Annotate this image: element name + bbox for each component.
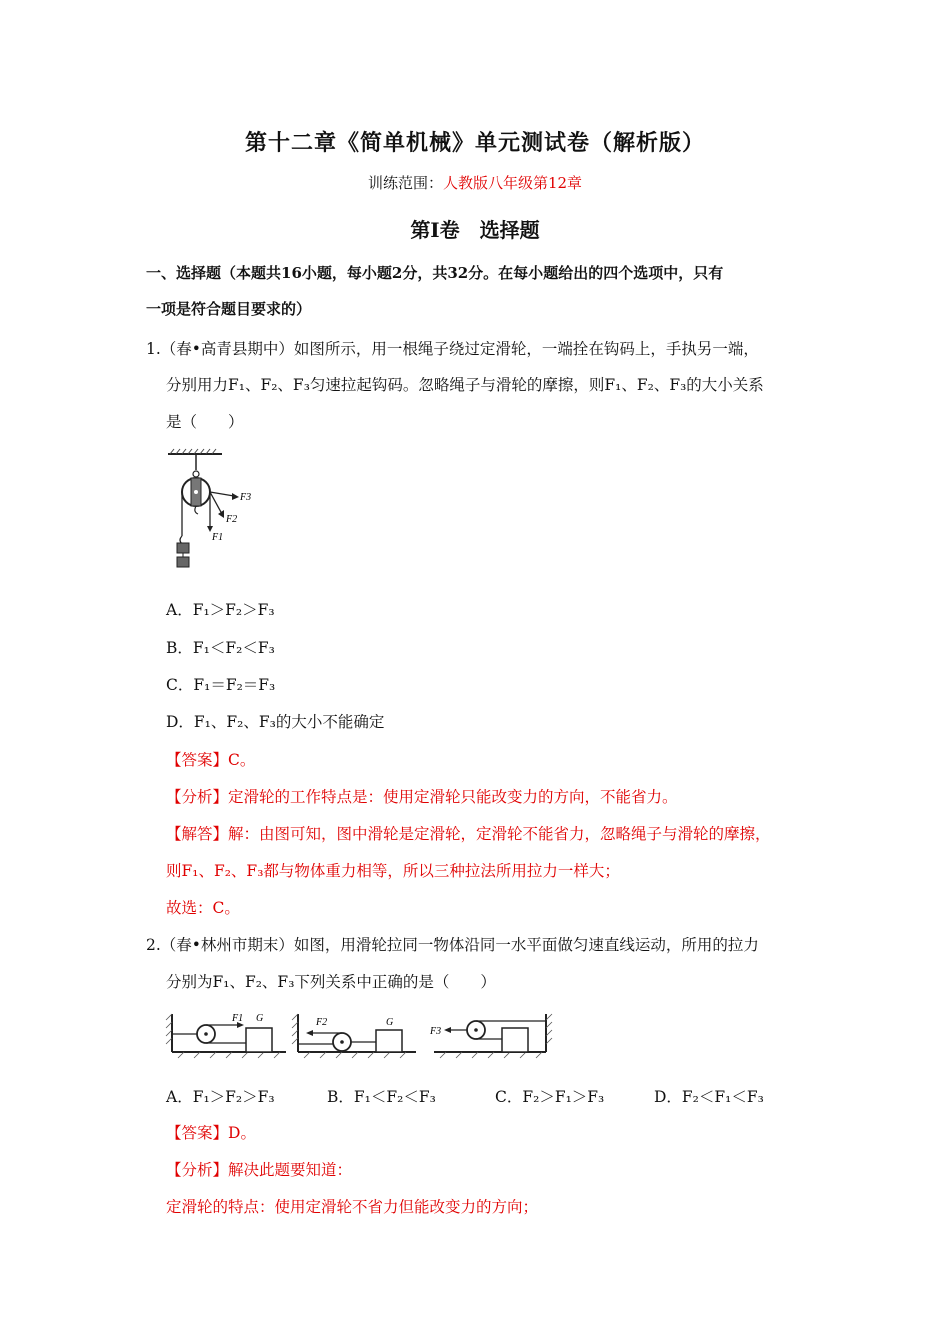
label-f1: F1: [212, 532, 224, 543]
label-f2: F2: [226, 514, 238, 525]
q2-answer-value: D。: [228, 1124, 256, 1142]
q1-answer: [166, 748, 255, 770]
fig1-label-f1: F1: [232, 1013, 244, 1024]
q1-solution-line3: 故选：C。: [166, 899, 240, 917]
fig3-label-f3: F3: [430, 1026, 442, 1037]
hook-ring: [193, 471, 199, 477]
label-f3: F3: [240, 492, 252, 503]
q1-solution-tag: 【解答】: [166, 825, 229, 843]
q2-answer-tag: 【答案】: [166, 1124, 229, 1142]
section-title: 第Ⅰ卷 选择题: [410, 218, 540, 242]
q2-note: 定滑轮的特点：使用定滑轮不省力但能改变力的方向；: [166, 1198, 539, 1216]
scope-label: 训练范围：: [367, 174, 443, 192]
pulley-axle: [194, 490, 198, 494]
figure-1: [166, 1013, 286, 1058]
q1-option-a: A．F₁＞F₂＞F₃: [166, 601, 275, 619]
part-instructions-line2: 一项是符合题目要求的）: [146, 300, 312, 318]
q2-analysis-tag: 【分析】: [166, 1161, 229, 1179]
figure-3: [429, 1014, 552, 1058]
q1-answer-tag: 【答案】: [166, 751, 229, 769]
weight-lower: [177, 557, 189, 567]
q2-option-b: B．F₁＜F₂＜F₃: [327, 1088, 436, 1106]
scope-value: 人教版八年级第12章: [442, 174, 583, 192]
pulley-bottom-hook: [195, 506, 198, 514]
part-instructions-line1: 一、选择题（本题共16小题，每小题2分，共32分。在每小题给出的四个选项中，只有: [146, 264, 724, 282]
figure-2: [292, 1014, 416, 1058]
force-f3-arrow: [210, 492, 234, 496]
q1-option-d: D．F₁、F₂、F₃的大小不能确定: [166, 713, 385, 731]
q1-option-c: C．F₁＝F₂＝F₃: [166, 676, 276, 694]
q2-stem-line2: 分别为F₁、F₂、F₃下列关系中正确的是（ ）: [166, 973, 496, 991]
q1-solution-text: 解：由图可知，图中滑轮是定滑轮，定滑轮不能省力，忽略绳子与滑轮的摩擦，: [228, 825, 771, 843]
q1-solution-line1: [166, 822, 771, 844]
q2-option-a: A．F₁＞F₂＞F₃: [166, 1088, 275, 1106]
horizontal-pulley-figures: [164, 1008, 554, 1060]
force-f3-head: [232, 493, 239, 500]
q1-answer-value: C。: [228, 751, 256, 769]
q2-option-c: C．F₂＞F₁＞F₃: [495, 1088, 605, 1106]
q2-stem-line1: 2.（春•林州市期末）如图，用滑轮拉同一物体沿同一水平面做匀速直线运动，所用的拉力: [146, 936, 759, 954]
fig1-label-g: G: [256, 1013, 264, 1024]
q2-analysis: [166, 1158, 352, 1180]
fig2-label-g: G: [386, 1017, 394, 1028]
q2-answer: [166, 1121, 256, 1143]
q1-stem-line3: 是（ ）: [166, 413, 244, 431]
q2-option-d: D．F₂＜F₁＜F₃: [654, 1088, 764, 1106]
training-scope: [0, 172, 950, 193]
weight-upper: [177, 543, 189, 553]
q1-analysis-text: 定滑轮的工作特点是：使用定滑轮只能改变力的方向，不能省力。: [228, 788, 678, 806]
force-f2-arrow: [210, 492, 222, 514]
q1-stem-line2: 分别用力F₁、F₂、F₃匀速拉起钩码。忽略绳子与滑轮的摩擦，则F₁、F₂、F₃的大小关系: [166, 376, 764, 394]
q1-analysis: [166, 785, 678, 807]
page-title: 第十二章《简单机械》单元测试卷（解析版）: [244, 130, 705, 156]
q1-analysis-tag: 【分析】: [166, 788, 229, 806]
fig2-label-f2: F2: [316, 1017, 328, 1028]
q2-analysis-text: 解决此题要知道：: [228, 1161, 353, 1179]
q1-option-b: B．F₁＜F₂＜F₃: [166, 639, 275, 657]
q1-solution-line2: 则F₁、F₂、F₃都与物体重力相等，所以三种拉法所用拉力一样大；: [166, 862, 620, 880]
q1-stem-line1: 1.（春•高青县期中）如图所示，用一根绳子绕过定滑轮，一端拴在钩码上，手执另一端，: [146, 340, 759, 358]
fixed-pulley-figure: [164, 448, 264, 578]
